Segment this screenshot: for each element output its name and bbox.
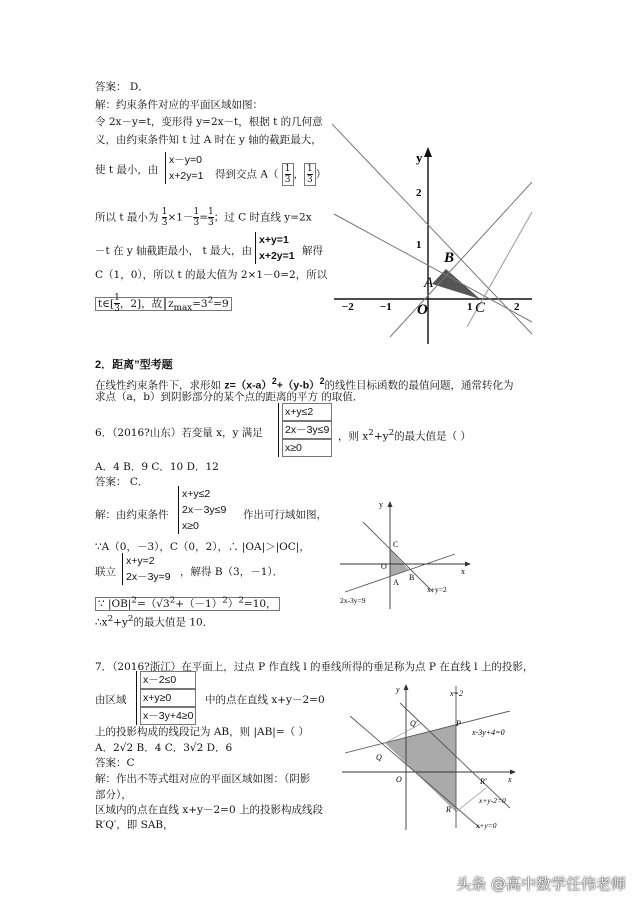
point-label-p: P — [456, 719, 461, 728]
solution-line: 解：作出不等式组对应的平面区域如图：（阴影 — [95, 773, 311, 785]
y-axis-arrow — [424, 147, 432, 157]
point-label-q-prime: Q′ — [410, 719, 418, 728]
tick-label: 2 — [514, 301, 520, 313]
equation: x－y=0 — [169, 154, 202, 166]
constraint: 2x－3y≤9 — [182, 504, 227, 516]
y-axis-arrow — [388, 501, 393, 507]
line-label: 2x-3y=9 — [340, 596, 366, 605]
x-axis-arrow — [465, 562, 471, 567]
axis-label-y: y — [416, 150, 423, 165]
constraint: x+y≤2 — [282, 403, 332, 421]
origin-label: O — [381, 562, 387, 571]
line-label: x-3y+4=0 — [472, 728, 505, 737]
point-label-q: Q — [376, 753, 382, 762]
equation: x+2y=1 — [259, 250, 295, 262]
constraint: x－3y+4≥0 — [140, 707, 196, 725]
solution-line: ∵A（0，－3），C（0，2），∴ |OA|＞|OC|， — [95, 541, 310, 553]
tick-label: −2 — [342, 301, 354, 313]
question-6-options: A．4 B．9 C．10 D．12 — [95, 461, 219, 473]
graph-2 — [335, 497, 475, 612]
constraint: x+y≥0 — [140, 689, 196, 707]
point-label-b: B — [409, 573, 415, 582]
point-label-r-prime: R′ — [480, 777, 487, 786]
solution-line: $\therefore x^2+y^2$的最大值是 10． — [95, 614, 214, 629]
constraint: x+y≤2 — [182, 488, 211, 500]
line-label: x+y=2 — [427, 585, 447, 594]
axis-label-x: x — [461, 567, 465, 576]
solution-line: R′Q′，即 SAB， — [95, 819, 174, 831]
solution-line: －t 在 y 轴截距最小， t 最大，由 — [95, 245, 253, 257]
question-7-stem: 中的点在直线 x+y－2=0 — [205, 694, 325, 706]
question-7-options: A．2√2 B．4 C．3√2 D．6 — [95, 742, 233, 754]
solution-line: ，解得 B（3，－1）． — [180, 566, 284, 578]
solution-line: 使 t 最小，由 — [95, 164, 159, 176]
origin-label: O — [396, 775, 402, 784]
solution-line: 解：约束条件对应的平面区域如图： — [95, 99, 263, 111]
graph-1 — [332, 122, 537, 347]
section-title: 2．距离”型考题 — [95, 359, 173, 371]
constraint: 2x－3y≤9 — [282, 421, 332, 439]
solution-line: t∈[ $\frac{1}{3}$ ，2]，故 $z_{max}=3^2=9$ — [95, 293, 232, 315]
graph-3 — [340, 678, 520, 833]
answer-line: 答案：C — [95, 757, 135, 769]
equation-system — [122, 553, 171, 585]
constraint: x－2≤0 — [140, 671, 196, 689]
equation: 2x－3y=9 — [126, 571, 171, 583]
solution-line: 区域内的点在直线 x+y－2=0 上的投影构成线段 — [95, 804, 323, 816]
constraint-system — [278, 403, 332, 457]
equation-system — [255, 232, 295, 264]
constraint-system — [178, 486, 226, 534]
point-label-b: B — [444, 250, 455, 266]
line-label: x=2 — [450, 689, 463, 698]
solution-line: 得到交点 A（ $\frac{1}{3}$ ， $\frac{1}{3}$ ） — [215, 164, 327, 185]
axis-label-y: y — [396, 685, 400, 694]
shaded-region — [390, 549, 409, 576]
solution-line: 作出可行域如图， — [243, 509, 327, 521]
point-label-a: A — [424, 275, 434, 291]
section-text: 在线性约束条件下，求形如 $z=(x-a)^2+(y-b)^2$的线性目标函数的最值问题，通常转化为 — [95, 376, 514, 392]
equation: x+2y=1 — [169, 170, 204, 182]
point-label-r: R — [446, 805, 451, 814]
solution-line: 部分）， — [95, 789, 132, 801]
answer-line: 答案： C． — [95, 476, 149, 488]
section-text: 求点（a，b）到阴影部分的某个点的距离的平方 的取值． — [95, 391, 364, 403]
line-label: x+y=0 — [476, 821, 497, 830]
x-axis-arrow — [510, 770, 516, 775]
solution-line: C（1，0），所以 t 的最大值为 2×1－0=2，所以 — [95, 269, 328, 281]
point-label-a: A — [393, 578, 399, 587]
solution-line: 解：由约束条件 — [95, 509, 169, 521]
solution-line: 令 2x－y=t，变形得 y=2x－t，根据 t 的几何意 — [95, 116, 323, 128]
question-7-stem: 由区域 — [95, 694, 127, 706]
solution-line: 义，由约束条件知 t 过 A 时在 y 轴的截距最大， — [95, 134, 322, 146]
point-label-c: C — [475, 300, 486, 316]
question-6-stem: ，则 $x^2+y^2$的最大值是（ ） — [338, 428, 471, 443]
question-7-stem: 7．（2016?浙江）在平面上，过点 P 作直线 l 的垂线所得的垂足称为点 P 在直线 l 上的投影， — [95, 661, 534, 673]
equation: x+y=2 — [126, 555, 155, 567]
constraint: x≥0 — [282, 439, 332, 457]
origin-label: O — [417, 302, 428, 318]
equation-system — [165, 152, 203, 184]
question-6-stem: 6．（2016?山东）若变量 x，y 满足 — [95, 427, 263, 439]
shaded-region — [385, 725, 456, 812]
line-label: x+y-2=0 — [479, 796, 506, 805]
constraint-system — [136, 671, 196, 725]
solution-line: ∵ $|OB|^2=(√3^2+(-1)^2)^2=10$， — [95, 593, 280, 611]
watermark: 头条 @高中数学任伟老师 — [456, 875, 626, 893]
question-7-stem: 上的投影构成的线段记为 AB，则 |AB|=（ ） — [95, 726, 309, 738]
answer-line: 答案： D． — [95, 81, 149, 93]
axis-label-y: y — [379, 500, 383, 509]
tick-label: −1 — [380, 301, 392, 313]
solution-line: 所以 t 最小为 $\frac{1}{3}$ ×1－ $\frac{1}{3}$ = $\frac{1}{3}$ ；过 C 时直线 y=2x — [95, 207, 312, 228]
tick-label: 2 — [416, 187, 422, 199]
solution-line: 联立 — [95, 566, 116, 578]
y-axis-arrow — [404, 684, 409, 690]
point-label-c: C — [393, 540, 399, 549]
tick-label: 1 — [416, 239, 422, 251]
equation: x+y=1 — [259, 234, 289, 246]
constraint: x≥0 — [182, 520, 199, 532]
axis-label-x: x — [508, 775, 512, 784]
tick-label: 1 — [467, 301, 473, 313]
solution-line: 解得 — [302, 245, 323, 257]
